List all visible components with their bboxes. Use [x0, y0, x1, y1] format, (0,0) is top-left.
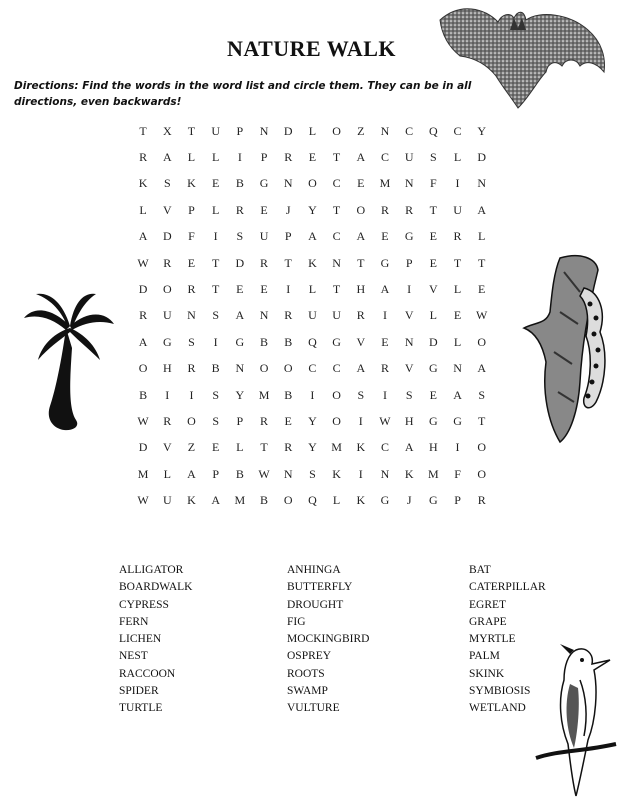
grid-cell[interactable]: S: [163, 176, 171, 191]
grid-cell[interactable]: S: [357, 387, 365, 402]
grid-cell[interactable]: B: [139, 387, 148, 402]
grid-cell[interactable]: O: [283, 361, 293, 376]
grid-cell[interactable]: D: [477, 150, 487, 165]
grid-cell[interactable]: E: [381, 229, 389, 244]
grid-cell[interactable]: R: [260, 413, 269, 428]
grid-cell[interactable]: T: [429, 202, 438, 217]
grid-cell[interactable]: N: [404, 176, 414, 191]
grid-cell[interactable]: S: [188, 334, 195, 349]
word-list-item: BOARDWALK: [119, 581, 193, 594]
word-list-item: NEST: [119, 650, 148, 663]
grid-cell[interactable]: I: [213, 229, 218, 244]
grid-cell[interactable]: Z: [357, 123, 365, 138]
grid-cell[interactable]: A: [356, 361, 366, 376]
grid-cell[interactable]: G: [429, 493, 438, 508]
grid-cell[interactable]: E: [187, 255, 196, 270]
grid-cell[interactable]: P: [236, 123, 244, 138]
grid-cell[interactable]: R: [187, 361, 196, 376]
grid-cell[interactable]: P: [212, 466, 219, 481]
grid-cell[interactable]: H: [429, 440, 438, 455]
grid-cell[interactable]: R: [284, 150, 293, 165]
grid-cell[interactable]: L: [453, 282, 462, 297]
word-list-item: OSPREY: [287, 650, 332, 663]
grid-cell[interactable]: E: [308, 150, 317, 165]
grid-cell[interactable]: A: [453, 387, 462, 402]
grid-cell[interactable]: C: [453, 123, 462, 138]
grid-cell[interactable]: E: [429, 255, 438, 270]
grid-cell[interactable]: E: [478, 282, 486, 297]
grid-cell[interactable]: S: [430, 150, 437, 165]
grid-cell[interactable]: R: [477, 493, 486, 508]
grid-cell[interactable]: N: [283, 176, 293, 191]
grid-cell[interactable]: C: [332, 176, 341, 191]
grid-cell[interactable]: I: [237, 150, 242, 165]
grid-cell[interactable]: R: [163, 255, 172, 270]
grid-cell[interactable]: I: [213, 334, 218, 349]
grid-cell[interactable]: Y: [308, 413, 317, 428]
grid-cell[interactable]: I: [358, 466, 363, 481]
grid-cell[interactable]: H: [356, 282, 366, 297]
word-list-item: GRAPE: [469, 615, 507, 628]
grid-cell[interactable]: J: [406, 493, 412, 508]
grid-cell[interactable]: A: [211, 493, 220, 508]
grid-cell[interactable]: O: [283, 493, 293, 508]
grid-cell[interactable]: N: [235, 361, 245, 376]
grid-cell[interactable]: M: [379, 176, 391, 191]
grid-cell[interactable]: W: [379, 413, 391, 428]
grid-cell[interactable]: V: [356, 334, 366, 349]
grid-cell[interactable]: C: [380, 150, 389, 165]
grid-cell[interactable]: O: [187, 413, 196, 428]
grid-cell[interactable]: U: [453, 202, 462, 217]
grid-cell[interactable]: T: [211, 255, 220, 270]
grid-cell[interactable]: E: [236, 282, 244, 297]
grid-cell[interactable]: G: [429, 361, 438, 376]
grid-cell[interactable]: T: [260, 440, 268, 455]
grid-cell[interactable]: L: [211, 202, 220, 217]
grid-cell[interactable]: N: [283, 466, 293, 481]
grid-cell[interactable]: E: [357, 176, 365, 191]
grid-cell[interactable]: T: [478, 413, 486, 428]
grid-cell[interactable]: B: [235, 466, 244, 481]
grid-cell[interactable]: S: [212, 308, 219, 323]
grid-cell[interactable]: F: [430, 176, 437, 191]
grid-cell[interactable]: T: [284, 255, 292, 270]
bird-on-branch-icon: [530, 640, 622, 800]
word-list-item: SWAMP: [287, 685, 328, 698]
grid-cell[interactable]: L: [308, 282, 317, 297]
word-search-grid[interactable]: [131, 118, 494, 514]
grid-cell[interactable]: G: [162, 334, 172, 349]
grid-cell[interactable]: C: [405, 123, 414, 138]
grid-cell[interactable]: T: [357, 255, 365, 270]
grid-cell[interactable]: M: [137, 466, 149, 481]
grid-cell[interactable]: A: [477, 361, 487, 376]
grid-cell[interactable]: R: [284, 440, 293, 455]
word-list-item: ALLIGATOR: [119, 564, 184, 576]
grid-cell[interactable]: C: [332, 229, 341, 244]
grid-cell[interactable]: Z: [187, 440, 196, 455]
grid-cell[interactable]: V: [162, 440, 172, 455]
grid-cell[interactable]: W: [137, 413, 149, 428]
grid-cell[interactable]: K: [356, 440, 366, 455]
grid-cell[interactable]: G: [380, 493, 390, 508]
grid-cell[interactable]: Q: [308, 334, 317, 349]
word-list-item: RACCOON: [119, 667, 176, 680]
grid-cell[interactable]: R: [380, 361, 389, 376]
grid-cell[interactable]: T: [478, 255, 486, 270]
grid-cell[interactable]: A: [308, 229, 317, 244]
grid-cell[interactable]: A: [380, 282, 390, 297]
grid-cell[interactable]: N: [453, 361, 462, 376]
grid-cell[interactable]: K: [138, 176, 148, 191]
grid-cell[interactable]: N: [259, 308, 269, 323]
grid-cell[interactable]: M: [428, 466, 439, 481]
grid-cell[interactable]: L: [236, 440, 244, 455]
word-list-item: BUTTERFLY: [287, 581, 353, 594]
grid-cell[interactable]: I: [382, 387, 387, 402]
grid-cell[interactable]: O: [477, 334, 487, 349]
grid-cell[interactable]: M: [258, 387, 270, 402]
word-list-item: CATERPILLAR: [469, 581, 546, 594]
grid-cell[interactable]: N: [477, 176, 487, 191]
grid-cell[interactable]: A: [356, 229, 366, 244]
word-list-item: FERN: [119, 615, 149, 628]
grid-cell[interactable]: O: [477, 440, 487, 455]
grid-cell[interactable]: I: [407, 282, 412, 297]
palm-tree-icon: [22, 288, 117, 433]
grid-cell[interactable]: L: [332, 493, 341, 508]
grid-cell[interactable]: B: [260, 493, 269, 508]
grid-cell[interactable]: Y: [477, 123, 487, 138]
grid-cell[interactable]: R: [356, 308, 365, 323]
grid-cell[interactable]: Y: [308, 440, 317, 455]
page-title: NATURE WALK: [226, 36, 397, 61]
grid-cell[interactable]: C: [308, 361, 317, 376]
grid-cell[interactable]: L: [429, 308, 438, 323]
grid-cell[interactable]: M: [331, 440, 342, 455]
grid-cell[interactable]: E: [429, 387, 438, 402]
grid-cell[interactable]: L: [187, 150, 196, 165]
grid-cell[interactable]: S: [212, 413, 219, 428]
grid-cell[interactable]: O: [162, 282, 172, 297]
grid-cell[interactable]: A: [162, 150, 172, 165]
word-list-item: SPIDER: [119, 685, 159, 698]
word-list-item: VULTURE: [287, 702, 340, 715]
grid-cell[interactable]: V: [429, 282, 438, 297]
grid-cell[interactable]: I: [189, 387, 194, 402]
grid-cell[interactable]: S: [478, 387, 486, 402]
grid-cell[interactable]: S: [309, 466, 316, 481]
grid-cell[interactable]: Q: [308, 493, 317, 508]
grid-cell[interactable]: B: [284, 387, 293, 402]
grid-cell[interactable]: B: [211, 361, 220, 376]
grid-cell[interactable]: U: [404, 150, 414, 165]
grid-cell[interactable]: R: [284, 308, 293, 323]
grid-cell[interactable]: A: [138, 334, 148, 349]
grid-cell[interactable]: G: [235, 334, 245, 349]
grid-cell[interactable]: M: [234, 493, 246, 508]
grid-cell[interactable]: R: [453, 229, 462, 244]
grid-cell[interactable]: A: [404, 440, 414, 455]
grid-cell[interactable]: H: [404, 413, 414, 428]
grid-cell[interactable]: P: [236, 413, 244, 428]
word-list-item: ANHINGA: [287, 564, 341, 576]
directions-text: Directions: Find the words in the word list and circle them. They can be in all directions, even backwards!: [14, 80, 472, 108]
word-list-item: EGRET: [469, 598, 507, 611]
grid-cell[interactable]: I: [286, 282, 291, 297]
grid-cell[interactable]: T: [453, 255, 462, 270]
grid-cell[interactable]: E: [211, 440, 220, 455]
grid-cell[interactable]: R: [163, 413, 172, 428]
grid-cell[interactable]: N: [187, 308, 196, 323]
grid-cell[interactable]: A: [356, 150, 366, 165]
grid-cell[interactable]: F: [188, 229, 195, 244]
grid-cell[interactable]: P: [405, 255, 413, 270]
grid-cell[interactable]: U: [211, 123, 220, 138]
grid-cell[interactable]: D: [429, 334, 438, 349]
grid-cell[interactable]: T: [332, 202, 341, 217]
grid-cell[interactable]: I: [382, 308, 387, 323]
grid-cell[interactable]: K: [187, 176, 196, 191]
grid-cell[interactable]: P: [188, 202, 195, 217]
grid-cell[interactable]: R: [139, 150, 148, 165]
word-list-item: MOCKINGBIRD: [287, 633, 370, 646]
grid-cell[interactable]: C: [380, 440, 389, 455]
grid-cell[interactable]: G: [332, 334, 341, 349]
grid-cell[interactable]: B: [235, 176, 244, 191]
grid-cell[interactable]: E: [381, 334, 389, 349]
grid-cell[interactable]: D: [138, 440, 148, 455]
grid-cell[interactable]: R: [405, 202, 414, 217]
grid-cell[interactable]: O: [138, 361, 148, 376]
grid-cell[interactable]: K: [187, 493, 196, 508]
grid-cell[interactable]: O: [477, 466, 487, 481]
grid-cell[interactable]: O: [356, 202, 366, 217]
grid-cell[interactable]: T: [332, 282, 341, 297]
grid-cell[interactable]: A: [187, 466, 196, 481]
grid-cell[interactable]: N: [380, 123, 390, 138]
grid-cell[interactable]: O: [308, 176, 317, 191]
grid-cell[interactable]: A: [138, 229, 148, 244]
word-list-item: PALM: [469, 650, 500, 663]
grid-cell[interactable]: W: [258, 466, 270, 481]
grid-cell[interactable]: D: [283, 123, 293, 138]
grid-cell[interactable]: I: [358, 413, 363, 428]
grid-cell[interactable]: P: [454, 493, 461, 508]
word-list-item: SYMBIOSIS: [469, 685, 531, 698]
word-list-item: DROUGHT: [287, 598, 344, 611]
grid-cell[interactable]: R: [139, 308, 148, 323]
grid-cell[interactable]: T: [211, 282, 220, 297]
grid-cell[interactable]: N: [332, 255, 341, 270]
grid-cell[interactable]: Q: [429, 123, 438, 138]
grid-cell[interactable]: H: [162, 361, 172, 376]
grid-cell[interactable]: T: [187, 123, 196, 138]
grid-cell[interactable]: N: [404, 334, 414, 349]
grid-cell[interactable]: E: [260, 282, 268, 297]
word-list-item: TURTLE: [119, 702, 163, 715]
grid-cell[interactable]: A: [477, 202, 487, 217]
grid-cell[interactable]: I: [455, 176, 460, 191]
grid-cell[interactable]: R: [380, 202, 389, 217]
word-list: [119, 564, 589, 720]
grid-cell[interactable]: U: [162, 493, 172, 508]
grid-cell[interactable]: X: [162, 123, 172, 138]
word-list-item: MYRTLE: [469, 633, 516, 646]
grid-cell[interactable]: U: [259, 229, 269, 244]
grid-cell[interactable]: O: [332, 123, 341, 138]
word-list-item: WETLAND: [469, 702, 526, 715]
grid-cell[interactable]: T: [139, 123, 147, 138]
grid-cell[interactable]: W: [137, 493, 149, 508]
grid-cell[interactable]: E: [260, 202, 268, 217]
word-list-item: FIG: [287, 615, 306, 628]
grid-cell[interactable]: D: [138, 282, 148, 297]
grid-cell[interactable]: Y: [308, 202, 317, 217]
word-list-item: CYPRESS: [119, 598, 169, 611]
grid-cell[interactable]: R: [187, 282, 196, 297]
grid-cell[interactable]: A: [235, 308, 245, 323]
word-list-item: LICHEN: [119, 633, 162, 646]
grid-cell[interactable]: P: [260, 150, 268, 165]
grid-cell[interactable]: I: [310, 387, 315, 402]
grid-cell[interactable]: U: [162, 308, 172, 323]
grid-cell[interactable]: C: [332, 361, 341, 376]
grid-cell[interactable]: L: [308, 123, 317, 138]
grid-cell[interactable]: K: [356, 493, 366, 508]
grid-cell[interactable]: K: [404, 466, 414, 481]
grid-cell[interactable]: Y: [235, 387, 245, 402]
grid-cell[interactable]: D: [235, 255, 245, 270]
grid-cell[interactable]: B: [260, 334, 269, 349]
grid-cell[interactable]: E: [284, 413, 292, 428]
grid-cell[interactable]: O: [332, 413, 341, 428]
grid-cell[interactable]: G: [429, 413, 438, 428]
grid-cell[interactable]: L: [453, 150, 462, 165]
grid-cell[interactable]: R: [235, 202, 244, 217]
grid-cell[interactable]: E: [211, 176, 220, 191]
grid-cell[interactable]: E: [429, 229, 438, 244]
grid-cell[interactable]: R: [260, 255, 269, 270]
grid-cell[interactable]: G: [404, 229, 414, 244]
grid-cell[interactable]: P: [284, 229, 292, 244]
grid-cell[interactable]: S: [405, 387, 413, 402]
grid-cell[interactable]: U: [308, 308, 317, 323]
grid-cell[interactable]: J: [285, 202, 291, 217]
grid-cell[interactable]: K: [308, 255, 317, 270]
grid-cell[interactable]: K: [332, 466, 341, 481]
word-list-item: BAT: [469, 564, 491, 576]
grid-cell[interactable]: L: [139, 202, 147, 217]
grid-cell[interactable]: I: [455, 440, 460, 455]
grid-cell[interactable]: G: [453, 413, 462, 428]
caterpillar-on-branch-icon: [520, 252, 615, 444]
grid-cell[interactable]: L: [163, 466, 171, 481]
word-list-item: SKINK: [469, 667, 505, 680]
grid-cell[interactable]: N: [380, 466, 390, 481]
grid-cell[interactable]: E: [453, 308, 462, 323]
grid-cell[interactable]: U: [332, 308, 341, 323]
grid-cell[interactable]: N: [259, 123, 269, 138]
bat-icon: [430, 0, 610, 112]
grid-cell[interactable]: I: [165, 387, 170, 402]
grid-cell[interactable]: V: [404, 308, 414, 323]
word-list-item: ROOTS: [287, 667, 325, 680]
grid-cell[interactable]: G: [259, 176, 269, 191]
grid-cell[interactable]: D: [162, 229, 172, 244]
grid-cell[interactable]: V: [162, 202, 172, 217]
grid-cell[interactable]: W: [476, 308, 488, 323]
grid-cell[interactable]: L: [478, 229, 486, 244]
grid-cell[interactable]: L: [453, 334, 462, 349]
grid-cell[interactable]: L: [211, 150, 220, 165]
grid-cell[interactable]: G: [380, 255, 390, 270]
grid-cell[interactable]: O: [332, 387, 341, 402]
grid-cell[interactable]: O: [259, 361, 269, 376]
grid-cell[interactable]: S: [236, 229, 244, 244]
grid-cell[interactable]: T: [332, 150, 341, 165]
grid-cell[interactable]: W: [137, 255, 149, 270]
grid-cell[interactable]: B: [284, 334, 293, 349]
grid-cell[interactable]: V: [404, 361, 414, 376]
grid-cell[interactable]: F: [454, 466, 461, 481]
grid-cell[interactable]: S: [212, 387, 219, 402]
